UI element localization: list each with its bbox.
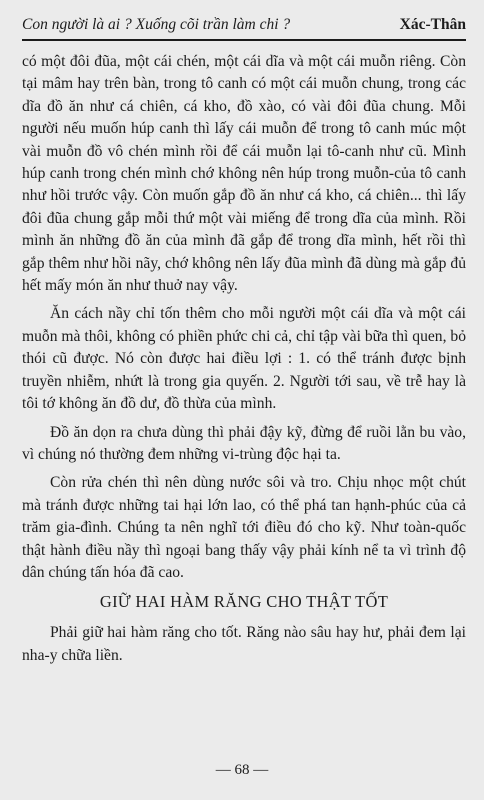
paragraph-3: Đồ ăn dọn ra chưa dùng thì phải đậy kỹ, đừng để ruồi lằn bu vào, vì chúng nó thường đem những vi-trùng độc hại ta.	[22, 423, 466, 463]
paragraph-1: có một đôi đũa, một cái chén, một cái dĩa và một cái muỗn riêng. Còn tại mâm hay trên bàn, trong tô canh có một cái muỗn chung, trong các dĩa đồ ăn như cá chiên, cá kho, đồ xào, có vài đôi đũa chung. Mỗi người nếu muốn húp canh thì lấy cái muỗn để trong tô canh múc một vài muỗn đồ vô chén mình rồi để cái muỗn lại tô-canh như cũ. Mình húp canh trong chén mình chớ không nên húp trong muỗn-của tô canh như hồi trước vậy. Còn muốn gắp đồ ăn như cá kho, cá chiên... thì lấy đôi đũa chung gắp mỗi thứ một vài miếng để trong dĩa của mình. Rồi mình ăn những đồ ăn của mình đã gắp để trong dĩa mình, hết rồi thì gắp thêm như hồi nãy, chớ không nên lấy đũa mình đã dùng mà gắp đủ hết mấy món ăn như thuở nay vậy.	[22, 53, 466, 295]
body-text	[22, 51, 466, 667]
running-header	[22, 14, 466, 41]
section-paragraph: Phải giữ hai hàm răng cho tốt. Răng nào sâu hay hư, phải đem lại nha-y chữa liền.	[22, 624, 466, 664]
paragraph-4: Còn rửa chén thì nên dùng nước sôi và tro. Chịu nhọc một chút mà tránh được những tai hại lớn lao, có thể phá tan hạnh-phúc của cả trăm gia-đình. Chúng ta nên nghĩ tới điều đó cho kỹ. Như toàn-quốc thật hành điều nầy thì ngoại bang thấy vậy phải kính nể ta vì trình độ dân chúng tấn hóa đã cao.	[22, 474, 466, 581]
running-author: Xác-Thân	[399, 16, 466, 33]
section-heading: GIỮ HAI HÀM RĂNG CHO THẬT TỐT	[99, 592, 389, 612]
running-title: Con người là ai ? Xuống cõi trần làm chi ?	[22, 16, 291, 33]
page-number: — 68 —	[215, 762, 269, 778]
paragraph-2: Ăn cách nầy chỉ tốn thêm cho mỗi người một cái dĩa và một cái muỗn mà thôi, không có phiền phức chi cả, chỉ tập vài bữa thì quen, bỏ thói cũ được. Nó còn được hai điều lợi : 1. có thể tránh được bịnh truyền nhiễm, nhứt là trong gia quyến. 2. Người tới sau, về trễ hay là tôi tớ không ăn đồ dư, đồ thừa của mình.	[22, 305, 466, 413]
